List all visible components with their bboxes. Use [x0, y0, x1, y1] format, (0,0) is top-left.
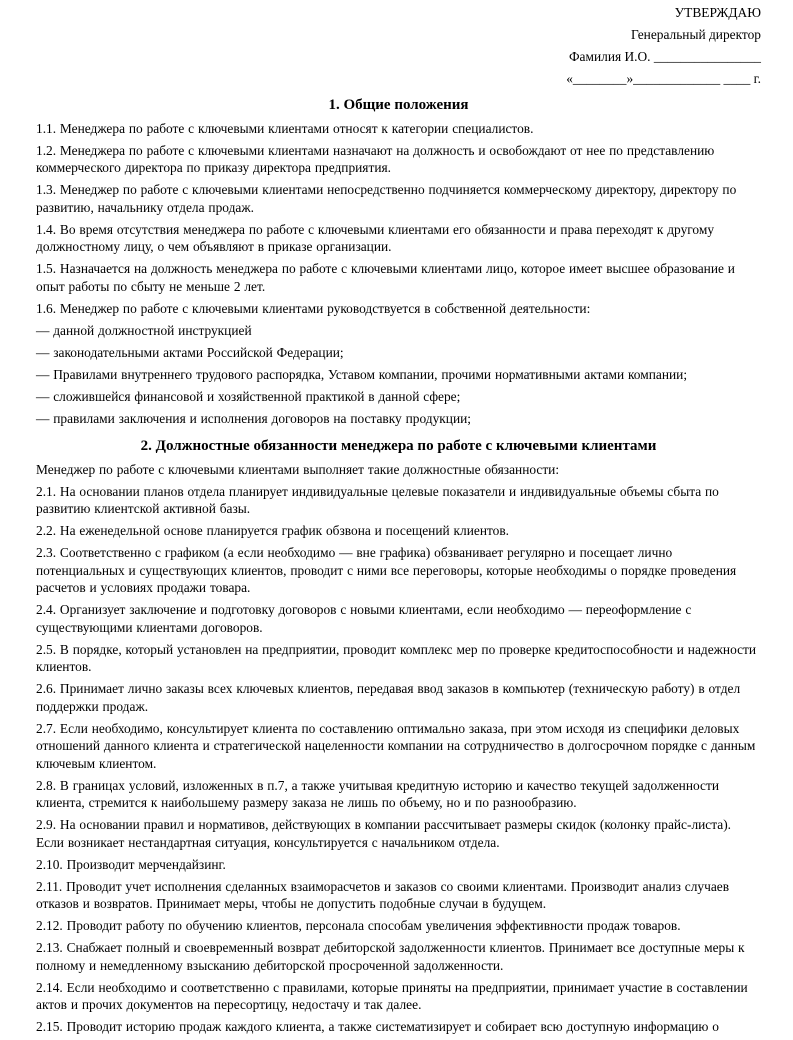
document-paragraph: 1.3. Менеджер по работе с ключевыми клиентами непосредственно подчиняется коммерческому директору, директору по развитию, начальнику отдела продаж.: [36, 182, 737, 215]
document-paragraph: 2.6. Принимает лично заказы всех ключевых клиентов, передавая ввод заказов в компьютер (техническую работу) в отдел поддержки продаж.: [36, 681, 741, 714]
document-paragraph: 2.12. Проводит работу по обучению клиентов, персонала способам увеличения эффективности продаж товаров.: [36, 918, 681, 933]
section-title-duties: 2. Должностные обязанности менеджера по работе с ключевыми клиентами: [140, 438, 657, 454]
approval-stamp: УТВЕРЖДАЮ: [674, 5, 761, 20]
section-title-general: 1. Общие положения: [328, 97, 469, 113]
document-paragraph: 2.5. В порядке, который установлен на предприятии, проводит комплекс мер по проверке кредитоспособности и надежности клиентов.: [36, 641, 757, 674]
approver-role: Генеральный директор: [630, 27, 761, 42]
document-paragraph: 2.15. Проводит историю продаж каждого клиента, а также систематизирует и собирает всю доступную информацию о: [36, 1019, 719, 1034]
document-paragraph: 2.2. На еженедельной основе планируется график обзвона и посещений клиентов.: [36, 523, 510, 538]
document-paragraph: 2.11. Проводит учет исполнения сделанных взаиморасчетов и заказов со своими клиентами. Производит анализ случаев отказов и возвратов. Принимает меры, чтобы не допустить подобные случаи в будущем.: [36, 878, 730, 911]
regulation-list-item: — данной должностной инструкцией: [36, 322, 252, 338]
document-paragraph: 2.9. На основании правил и нормативов, действующих в компании рассчитывает размеры скидок (колонку прайс-листа). Если возникает нестандартная ситуация, консультируется с начальником отдела.: [36, 817, 732, 850]
regulation-list-item: — сложившейся финансовой и хозяйственной практикой в данной сфере;: [36, 388, 461, 404]
document-paragraph: 2.14. Если необходимо и соответственно с правилами, которые приняты на предприятии, принимает участие в составлении актов и прочих документов на пересортицу, недостачу и так далее.: [36, 979, 748, 1012]
approval-date-line: «________»_____________ ____ г.: [566, 71, 761, 86]
regulation-list-item: — законодательными актами Российской Федерации;: [36, 344, 344, 360]
approver-signature-name-line: Фамилия И.О. ________________: [568, 49, 761, 64]
document-paragraph: 2.1. На основании планов отдела планирует индивидуальные целевые показатели и индивидуальные объемы сбыта по развитию клиентской активной базы.: [36, 483, 719, 516]
document-paragraph: 1.1. Менеджера по работе с ключевыми клиентами относят к категории специалистов.: [36, 120, 534, 136]
document-paragraph: 1.5. Назначается на должность менеджера по работе с ключевыми клиентами лицо, которое имеет высшее образование и опыт работы по сбыту не меньше 2 лет.: [36, 261, 735, 294]
document-paragraph: 1.4. Во время отсутствия менеджера по работе с ключевыми клиентами его обязанности и права переходят к другому должностному лицу, о чем объявляют в приказе организации.: [36, 221, 715, 254]
document-paragraph: 2.10. Производит мерчендайзинг.: [36, 856, 226, 872]
document-paragraph: 1.2. Менеджера по работе с ключевыми клиентами назначают на должность и освобождают от нее по представлению коммерческого директора по приказу директора предприятия.: [36, 142, 715, 175]
regulation-list-item: — Правилами внутреннего трудового распорядка, Уставом компании, прочими нормативными актами компании;: [36, 366, 688, 382]
document-paragraph: 2.13. Снабжает полный и своевременный возврат дебиторской задолженности клиентов. Принимает все доступные меры к полному и немедленному взысканию дебиторской просроченной задолженности.: [36, 940, 745, 973]
document-paragraph: 2.7. Если необходимо, консультирует клиента по составлению оптимально заказа, при этом исходя из специфики деловых отношений данного клиента и стратегической нацеленности компании на сотрудничество в долгосрочном порядке с данным ключевым клиентом.: [36, 720, 756, 771]
document-paragraph: 2.4. Организует заключение и подготовку договоров с новыми клиентами, если необходимо — переоформление с существующими клиентами договоров.: [36, 602, 692, 635]
document-paragraph: 1.6. Менеджер по работе с ключевыми клиентами руководствуется в собственной деятельности:: [36, 300, 591, 316]
document-paragraph: 2.8. В границах условий, изложенных в п.7, а также учитывая кредитную историю и качество текущей задолженности клиента, стремится к наибольшему размеру заказа не лишь по объему, но и по разнообразию.: [36, 777, 719, 810]
approval-block: [36, 5, 761, 86]
document-paragraph: Менеджер по работе с ключевыми клиентами выполняет такие должностные обязанности:: [36, 461, 560, 477]
document-paragraph: 2.3. Соответственно с графиком (а если необходимо — вне графика) обзванивает регулярно и посещает лично потенциальных и существующих клиентов, проводит с ними все переговоры, которые необходимы о порядке проведения расчетов и условиях продажи товара.: [36, 545, 737, 595]
regulation-list-item: — правилами заключения и исполнения договоров на поставку продукции;: [36, 410, 472, 426]
